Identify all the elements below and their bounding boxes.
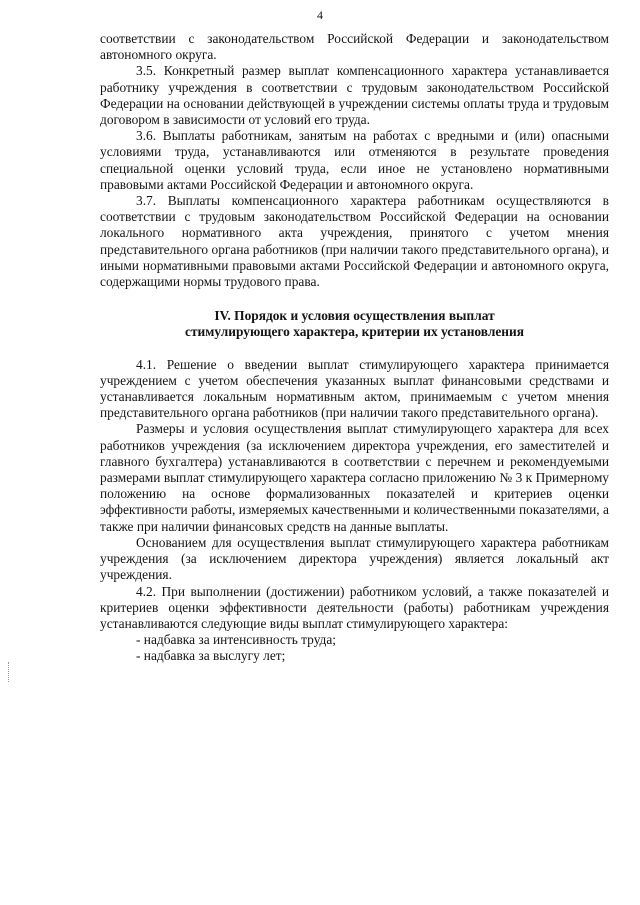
payments-list [100, 632, 609, 664]
paragraph-continuation: соответствии с законодательством Российской Федерации и законодательством автономного округа. [100, 31, 609, 63]
section-spacer [100, 341, 609, 357]
paragraph-basis: Основанием для осуществления выплат стимулирующего характера работникам учреждения (за исключением директора учреждения) является локальный акт учреждения. [100, 534, 609, 583]
paragraph-sizes-conditions: Размеры и условия осуществления выплат стимулирующего характера для всех работников учреждения (за исключением директора учреждения, его заместителей и главного бухгалтера) устанавливаются в соответствии с перечнем и рекомендуемыми размерами выплат стимулирующего характера согласно приложению № 3 к Примерному положению на основе формализованных показателей и критериев оценки эффективности работы, измеряемых качественными и количественными показателями, а также при наличии финансовых средств на данные выплаты. [100, 421, 609, 534]
margin-scan-marks [8, 662, 12, 682]
section-heading-line-1: IV. Порядок и условия осуществления выплат [214, 308, 495, 324]
section-heading [100, 308, 609, 340]
section-heading-line-2: стимулирующего характера, критерии их установления [185, 324, 524, 340]
document-body [100, 31, 609, 665]
paragraph-4-2: 4.2. При выполнении (достижении) работником условий, а также показателей и критериев оценки эффективности деятельности (работы) работникам учреждения устанавливаются следующие виды выплат стимулирующего характера: [100, 583, 609, 631]
paragraph-4-1: 4.1. Решение о введении выплат стимулирующего характера принимается учреждением с учетом обеспечения указанных выплат финансовыми средствами и устанавливается локальным нормативным актом, принимаемым с учетом мнения представительного органа работников (при наличии такого представительного органа). [100, 356, 609, 421]
section-spacer [100, 290, 609, 308]
list-item: - надбавка за выслугу лет; [136, 648, 286, 664]
paragraph-3-5: 3.5. Конкретный размер выплат компенсационного характера устанавливается работнику учреждения в соответствии с трудовым законодательством Российской Федерации на основании действующей в учреждении системы оплаты труда и трудовым договором в зависимости от условий его труда. [100, 63, 609, 128]
paragraph-3-7: 3.7. Выплаты компенсационного характера работникам осуществляются в соответствии с трудовым законодательством Российской Федерации на основании локального нормативного акта учреждения, принятого с учетом мнения представительного органа работников (при наличии такого представительного органа), и иными нормативными правовыми актами Российской Федерации и автономного округа, содержащими нормы трудового права. [100, 193, 609, 290]
page-number: 4 [317, 8, 323, 22]
list-item: - надбавка за интенсивность труда; [136, 632, 337, 648]
paragraph-3-6: 3.6. Выплаты работникам, занятым на работах с вредными и (или) опасными условиями труда, устанавливаются или отменяются в результате проведения специальной оценки условий труда, если иное не установлено нормативными правовыми актами Российской Федерации и автономного округа. [100, 128, 609, 192]
